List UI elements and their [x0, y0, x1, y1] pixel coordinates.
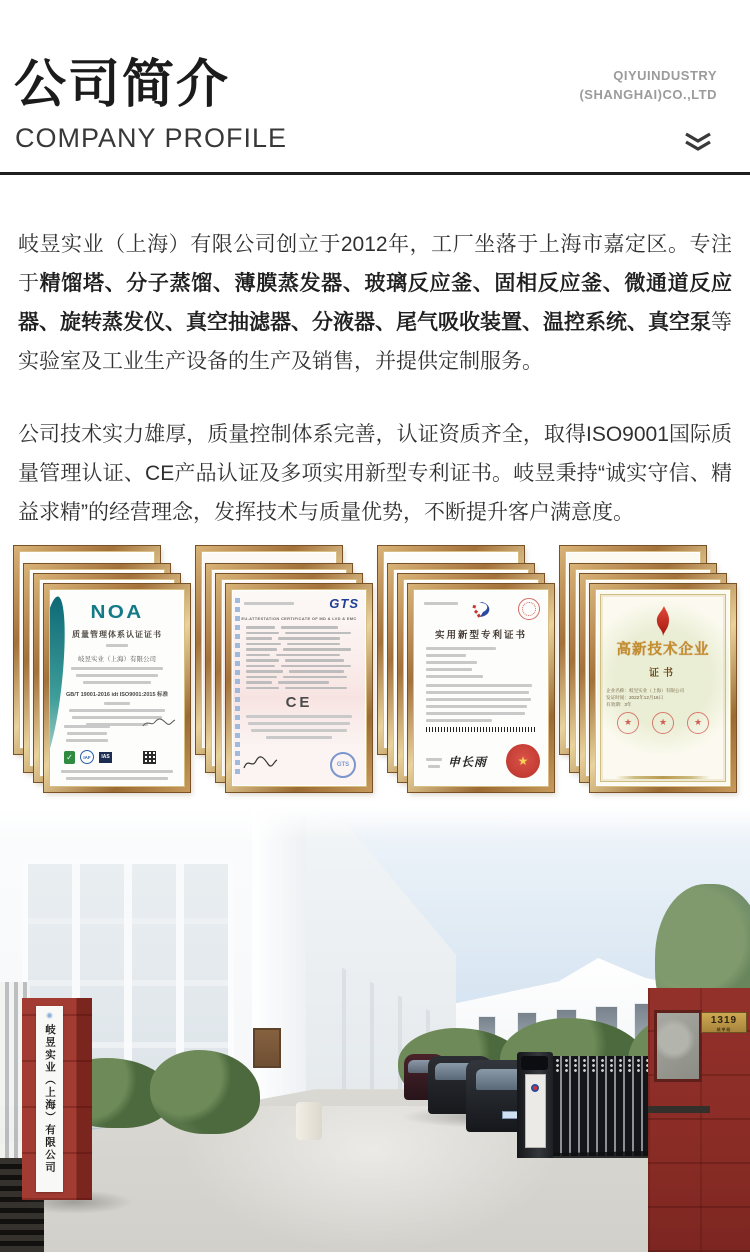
- patent-signature: 申长雨: [448, 755, 488, 769]
- text-lines: [426, 754, 442, 768]
- gate-unit-cap: [521, 1056, 548, 1070]
- company-sign-pillar: [22, 998, 92, 1200]
- gate-control-unit: [517, 1052, 553, 1158]
- qr-code-icon: [143, 751, 156, 764]
- ornate-border: [600, 594, 726, 782]
- text-line: [248, 722, 349, 725]
- ce-cert-heading: EU-ATTESTATION CERTIFICATE OF MD & LVD & EMC: [241, 616, 357, 621]
- intro-p1-text: 岐昱实业（上海）有限公司创立于2012年，工厂坐落于上海市嘉定区。专注于: [18, 233, 732, 295]
- text-lines: [232, 715, 366, 739]
- text-line: [64, 725, 110, 728]
- text-row: [246, 626, 356, 629]
- loading-door: [253, 1028, 281, 1068]
- intro-paragraph-2: 公司技术实力雄厚，质量控制体系完善，认证资质齐全，取得ISO9001国际质量管理认证、CE产品认证及多项实用新型专利证书。岐昱秉持“诚实守信、精益求精”的经营理念，发挥技术与质量优势，不断提升客户满意度。: [18, 423, 732, 524]
- gts-logo: GTS: [329, 596, 359, 611]
- text-line: [428, 765, 441, 768]
- text-line: [246, 715, 352, 718]
- company-sign-panel: [36, 1006, 63, 1192]
- text-line: [244, 602, 294, 605]
- certificate-patent: [408, 584, 554, 792]
- text-row: [246, 643, 356, 646]
- text-line: [251, 729, 348, 732]
- text-line: [426, 758, 442, 761]
- certificate-ce: [226, 584, 372, 792]
- address-street: 城亭路: [716, 1027, 732, 1032]
- gold-scroll-decoration: [616, 776, 710, 779]
- certificate-stack-iso: [14, 546, 190, 798]
- text-line: [426, 684, 532, 687]
- iso-standard: GB/T 19001-2016 idt ISO9001:2015 标准: [65, 692, 169, 698]
- iaf-badge-icon: IAF: [80, 750, 94, 764]
- text-row: [246, 632, 356, 635]
- text-lines: [50, 644, 184, 647]
- text-line: [67, 732, 106, 735]
- certificate-stack-patent: [378, 546, 554, 798]
- text-lines: [246, 626, 356, 689]
- text-row: [246, 637, 356, 640]
- red-seal-icon: ★: [687, 712, 709, 734]
- certificate-stack-hitech: [560, 546, 736, 798]
- address-number: 1319: [710, 1015, 738, 1026]
- text-line: [424, 602, 458, 605]
- stone-relief: [654, 1010, 702, 1082]
- text-line: [76, 674, 159, 677]
- national-emblem-seal-icon: ★: [506, 744, 540, 778]
- hitech-row-company: 企业名称：岐昱实业（上海）有限公司: [606, 688, 685, 693]
- factory-photo: [0, 806, 750, 1252]
- text-line: [426, 719, 492, 722]
- intro-p1-products: 精馏塔、分子蒸馏、薄膜蒸发器、玻璃反应釜、固相反应釜、微通道反应器、旋转蒸发仪、真空抽滤器、分液器、尾气吸收装置、温控系统、真空泵: [18, 272, 732, 334]
- photo-top-fade: [0, 806, 750, 840]
- company-sign-text: 岐昱实业（上海）有限公司: [44, 1024, 56, 1174]
- patent-cert-title: 实用新型专利证书: [434, 630, 527, 641]
- text-line: [104, 702, 129, 705]
- iso-cert-company: 岐昱实业（上海）有限公司: [78, 656, 156, 663]
- barcode: [426, 727, 536, 732]
- text-row: [246, 670, 356, 673]
- text-line: [61, 770, 173, 773]
- text-line: [66, 777, 169, 780]
- text-line: [426, 698, 531, 701]
- red-seal-icon: ★: [617, 712, 639, 734]
- certificates-row: [14, 546, 736, 798]
- header: [0, 0, 750, 172]
- page-title: 公司简介: [14, 56, 231, 114]
- company-name-en: [579, 66, 717, 104]
- text-row: [246, 665, 356, 668]
- ce-mark: CE: [285, 694, 313, 711]
- hitech-title: 高新技术企业: [616, 642, 710, 658]
- certificate-iso9001: [44, 584, 190, 792]
- accreditation-badges: [64, 750, 156, 764]
- vertical-text-strip: [235, 598, 240, 778]
- hitech-row-validity: 有效期：3年: [606, 702, 632, 707]
- intro-paragraph-1: [18, 225, 732, 381]
- text-row: [246, 681, 356, 684]
- hitech-subtitle: 证书: [649, 668, 677, 679]
- company-name-en-line2: (SHANGHAI)CO.,LTD: [579, 87, 717, 102]
- text-line: [66, 739, 108, 742]
- gts-round-stamp: GTS: [330, 752, 356, 778]
- gate-pillar-right: [648, 988, 750, 1252]
- text-line: [426, 705, 527, 708]
- hitech-row-date: 发证时间：2022年12月16日: [606, 695, 664, 700]
- text-row: [246, 648, 356, 651]
- company-name-en-line1: QIYUINDUSTRY: [613, 68, 717, 83]
- text-lines: [424, 598, 458, 605]
- text-line: [426, 654, 466, 657]
- text-line: [426, 691, 529, 694]
- text-line: [426, 712, 525, 715]
- iso-cert-title: 质量管理体系认证证书: [72, 630, 162, 639]
- noa-logo: NOA: [90, 602, 144, 622]
- pillar-ledge: [648, 1106, 710, 1113]
- check-badge-icon: ✓: [64, 751, 75, 764]
- text-line: [426, 675, 483, 678]
- text-lines: [426, 647, 536, 678]
- text-line: [83, 681, 151, 684]
- certificate-stack-ce: [196, 546, 372, 798]
- text-lines: [50, 667, 184, 684]
- signature-scribble: [242, 755, 278, 776]
- certificate-hitech: [590, 584, 736, 792]
- barrel: [296, 1102, 322, 1140]
- text-lines: [64, 721, 110, 742]
- text-line: [266, 736, 332, 739]
- ias-badge-icon: IAS: [99, 752, 112, 763]
- text-line: [71, 667, 162, 670]
- page-subtitle: COMPANY PROFILE: [15, 122, 288, 153]
- text-line: [426, 668, 472, 671]
- text-line: [426, 647, 496, 650]
- text-line: [69, 709, 164, 712]
- text-lines: [60, 766, 174, 780]
- red-round-stamp-icon: [518, 598, 540, 620]
- text-row: [246, 654, 356, 657]
- signature-scribble: [142, 716, 176, 734]
- text-row: [246, 676, 356, 679]
- company-intro: [0, 175, 750, 532]
- intro-p1-tail: 等实验室及工业生产设备的生产及销售，并提供定制服务。: [18, 311, 732, 373]
- text-line: [106, 644, 127, 647]
- text-row: [246, 687, 356, 690]
- sign-logo-icon: [46, 1012, 53, 1019]
- text-row: [246, 659, 356, 662]
- gate-unit-logo-icon: [531, 1084, 539, 1092]
- text-line: [426, 661, 477, 664]
- address-plaque: [701, 1012, 747, 1033]
- red-seal-icon: ★: [652, 712, 674, 734]
- text-lines: [426, 684, 536, 722]
- text-lines: [244, 598, 294, 605]
- double-chevron-down-icon[interactable]: [684, 132, 712, 152]
